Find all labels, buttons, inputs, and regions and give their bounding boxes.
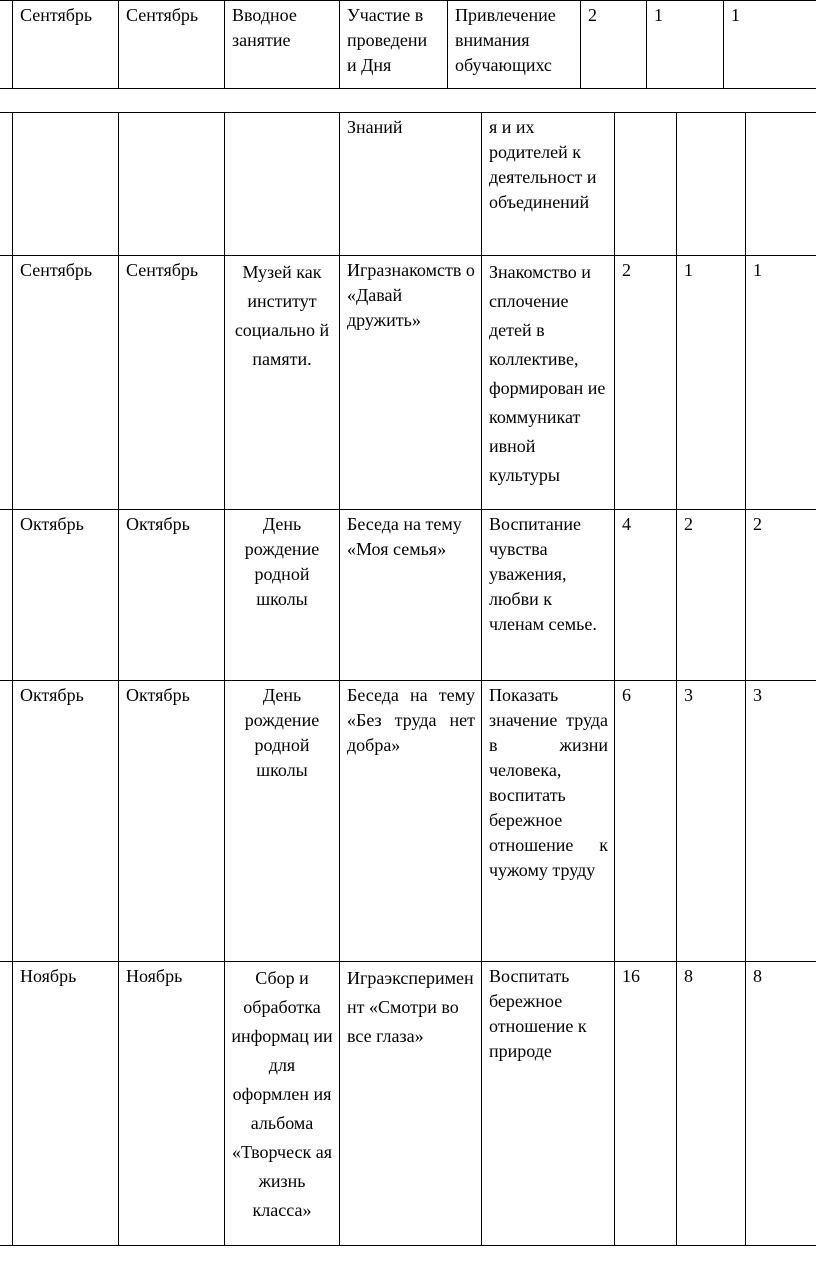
- cell-hours-practice: 2: [746, 510, 816, 681]
- table-row: [0, 1, 816, 89]
- cell-form: Участие в проведени и Дня: [340, 1, 448, 89]
- cell-month-plan: Сентябрь: [13, 256, 119, 510]
- cell-month-plan: [13, 113, 119, 256]
- row-number: [0, 256, 13, 510]
- cell-topic: Сбор и обработка информац ии для оформлен ия альбома «Творческ ая жизнь класса»: [225, 962, 340, 1246]
- cell-hours-theory: 8: [677, 962, 746, 1246]
- cell-goal: Привлечение внимания обучающихс: [448, 1, 581, 89]
- row-number: [0, 113, 13, 256]
- cell-hours-theory: 1: [677, 256, 746, 510]
- table-row: [0, 962, 816, 1246]
- cell-hours-theory: 2: [677, 510, 746, 681]
- cell-topic: День рождение родной школы: [225, 681, 340, 962]
- cell-goal: Воспитание чувства уважения, любви к членам семье.: [482, 510, 615, 681]
- cell-hours-practice: [746, 113, 816, 256]
- cell-topic: Музей как институт социально й памяти.: [225, 256, 340, 510]
- cell-goal: я и их родителей к деятельност и объединений: [482, 113, 615, 256]
- cell-form: Беседа на тему «Без труда нет добра»: [340, 681, 482, 962]
- cell-hours-total: 2: [615, 256, 677, 510]
- row-number: [0, 510, 13, 681]
- cell-topic: День рождение родной школы: [225, 510, 340, 681]
- schedule-table-top: [0, 0, 816, 89]
- schedule-table: [0, 112, 816, 1246]
- cell-month-plan: Октябрь: [13, 510, 119, 681]
- cell-hours-practice: 3: [746, 681, 816, 962]
- row-number: [0, 681, 13, 962]
- cell-month-plan: Ноябрь: [13, 962, 119, 1246]
- cell-hours-total: 4: [615, 510, 677, 681]
- cell-goal: Показать значение труда в жизни человека, воспитать бережное отношение к чужому труду: [482, 681, 615, 962]
- cell-topic: [225, 113, 340, 256]
- table-row: [0, 510, 816, 681]
- cell-hours-theory: 3: [677, 681, 746, 962]
- cell-form: Играэксперименнт «Смотри во все глаза»: [340, 962, 482, 1246]
- cell-topic: Вводное занятие: [225, 1, 340, 89]
- cell-form: Знаний: [340, 113, 482, 256]
- cell-month-fact: Ноябрь: [119, 962, 225, 1246]
- table-row: [0, 681, 816, 962]
- cell-month-plan: Октябрь: [13, 681, 119, 962]
- cell-goal: Воспитать бережное отношение к природе: [482, 962, 615, 1246]
- cell-month-fact: Октябрь: [119, 510, 225, 681]
- cell-hours-total: 2: [581, 1, 647, 89]
- cell-form: Беседа на тему «Моя семья»: [340, 510, 482, 681]
- table-row: [0, 256, 816, 510]
- cell-hours-total: 16: [615, 962, 677, 1246]
- row-number: [0, 962, 13, 1246]
- cell-month-fact: [119, 113, 225, 256]
- cell-hours-practice: 1: [724, 1, 816, 89]
- table-row: [0, 113, 816, 256]
- cell-hours-theory: 1: [647, 1, 724, 89]
- cell-hours-theory: [677, 113, 746, 256]
- cell-form: Игразнакомств о «Давай дружить»: [340, 256, 482, 510]
- cell-goal: Знакомство и сплочение детей в коллективе, формирован ие коммуникат ивной культуры: [482, 256, 615, 510]
- cell-hours-practice: 8: [746, 962, 816, 1246]
- cell-month-fact: Октябрь: [119, 681, 225, 962]
- cell-month-plan: Сентябрь: [13, 1, 119, 89]
- cell-hours-total: 6: [615, 681, 677, 962]
- cell-month-fact: Сентябрь: [119, 256, 225, 510]
- cell-month-fact: Сентябрь: [119, 1, 225, 89]
- cell-hours-practice: 1: [746, 256, 816, 510]
- row-number: [0, 1, 13, 89]
- cell-hours-total: [615, 113, 677, 256]
